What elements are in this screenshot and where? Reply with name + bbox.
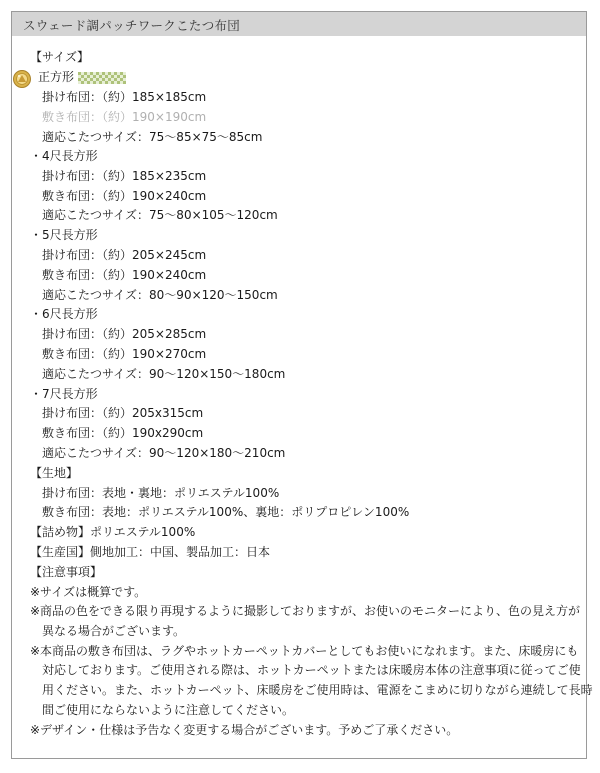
r5-kotatsu: 適応こたつサイズ：80～90×120～150cm xyxy=(42,288,278,302)
r4-shiki: 敷き布団：（約）190×240cm xyxy=(42,189,207,203)
page-title: スウェード調パッチワークこたつ布団 xyxy=(23,18,241,33)
size-heading: 【サイズ】 xyxy=(30,50,90,64)
origin: 【生産国】側地加工：中国、製品加工：日本 xyxy=(30,545,271,559)
note-3-line-1: ※本商品の敷き布団は、ラグやホットカーペットカバーとしてもお使いになれます。また、床暖房にも xyxy=(30,644,579,658)
r7-kotatsu: 適応こたつサイズ：90～120×180～210cm xyxy=(42,446,286,460)
square-kake: 掛け布団：（約）185×185cm xyxy=(42,90,207,104)
note-2-line-1: ※商品の色をできる限り再現するように撮影しておりますが、お使いのモニターにより、色の見え方が xyxy=(30,604,581,618)
r6-kotatsu: 適応こたつサイズ：90～120×150～180cm xyxy=(42,367,286,381)
r5-shiki: 敷き布団：（約）190×240cm xyxy=(42,268,207,282)
r5-kake: 掛け布団：（約）205×245cm xyxy=(42,248,207,262)
notes-heading: 【注意事項】 xyxy=(30,565,103,579)
fabric-heading: 【生地】 xyxy=(30,466,79,480)
square-kotatsu: 適応こたつサイズ：75～85×75～85cm xyxy=(42,130,263,144)
r6-shiki: 敷き布団：（約）190×270cm xyxy=(42,347,207,361)
r6-label: ・6尺長方形 xyxy=(30,307,98,321)
r4-label: ・4尺長方形 xyxy=(30,149,98,163)
checker-pattern-icon xyxy=(78,72,126,84)
note-1: ※サイズは概算です。 xyxy=(30,585,147,599)
note-2-line-2: 異なる場合がございます。 xyxy=(42,624,186,638)
gold-medal-icon xyxy=(12,69,32,89)
r7-label: ・7尺長方形 xyxy=(30,387,98,401)
fabric-kake: 掛け布団：表地・裏地：ポリエステル100% xyxy=(42,486,280,500)
r5-label: ・5尺長方形 xyxy=(30,228,98,242)
note-3-line-2: 対応しております。ご使用される際は、ホットカーペットまたは床暖房本体の注意事項に従ってご使 xyxy=(42,663,581,677)
r7-kake: 掛け布団：（約）205x315cm xyxy=(42,406,204,420)
spec-panel xyxy=(11,11,593,759)
r4-kotatsu: 適応こたつサイズ：75～80×105～120cm xyxy=(42,208,278,222)
filling: 【詰め物】ポリエステル100% xyxy=(30,525,196,539)
square-label: 正方形 xyxy=(38,70,75,84)
note-4: ※デザイン・仕様は予告なく変更する場合がございます。予めご了承ください。 xyxy=(30,723,459,737)
fabric-shiki: 敷き布団：表地：ポリエステル100%、裏地：ポリプロピレン100% xyxy=(42,505,410,519)
title-bar xyxy=(12,12,586,36)
square-shiki: 敷き布団：（約）190×190cm xyxy=(42,110,207,124)
r6-kake: 掛け布団：（約）205×285cm xyxy=(42,327,207,341)
note-3-line-4: 間ご使用にならないように注意してください。 xyxy=(42,703,295,717)
r4-kake: 掛け布団：（約）185×235cm xyxy=(42,169,207,183)
note-3-line-3: 用ください。また、ホットカーペット、床暖房をご使用時は、電源をこまめに切りながら連続して長時 xyxy=(42,683,593,697)
r7-shiki: 敷き布団：（約）190x290cm xyxy=(42,426,204,440)
